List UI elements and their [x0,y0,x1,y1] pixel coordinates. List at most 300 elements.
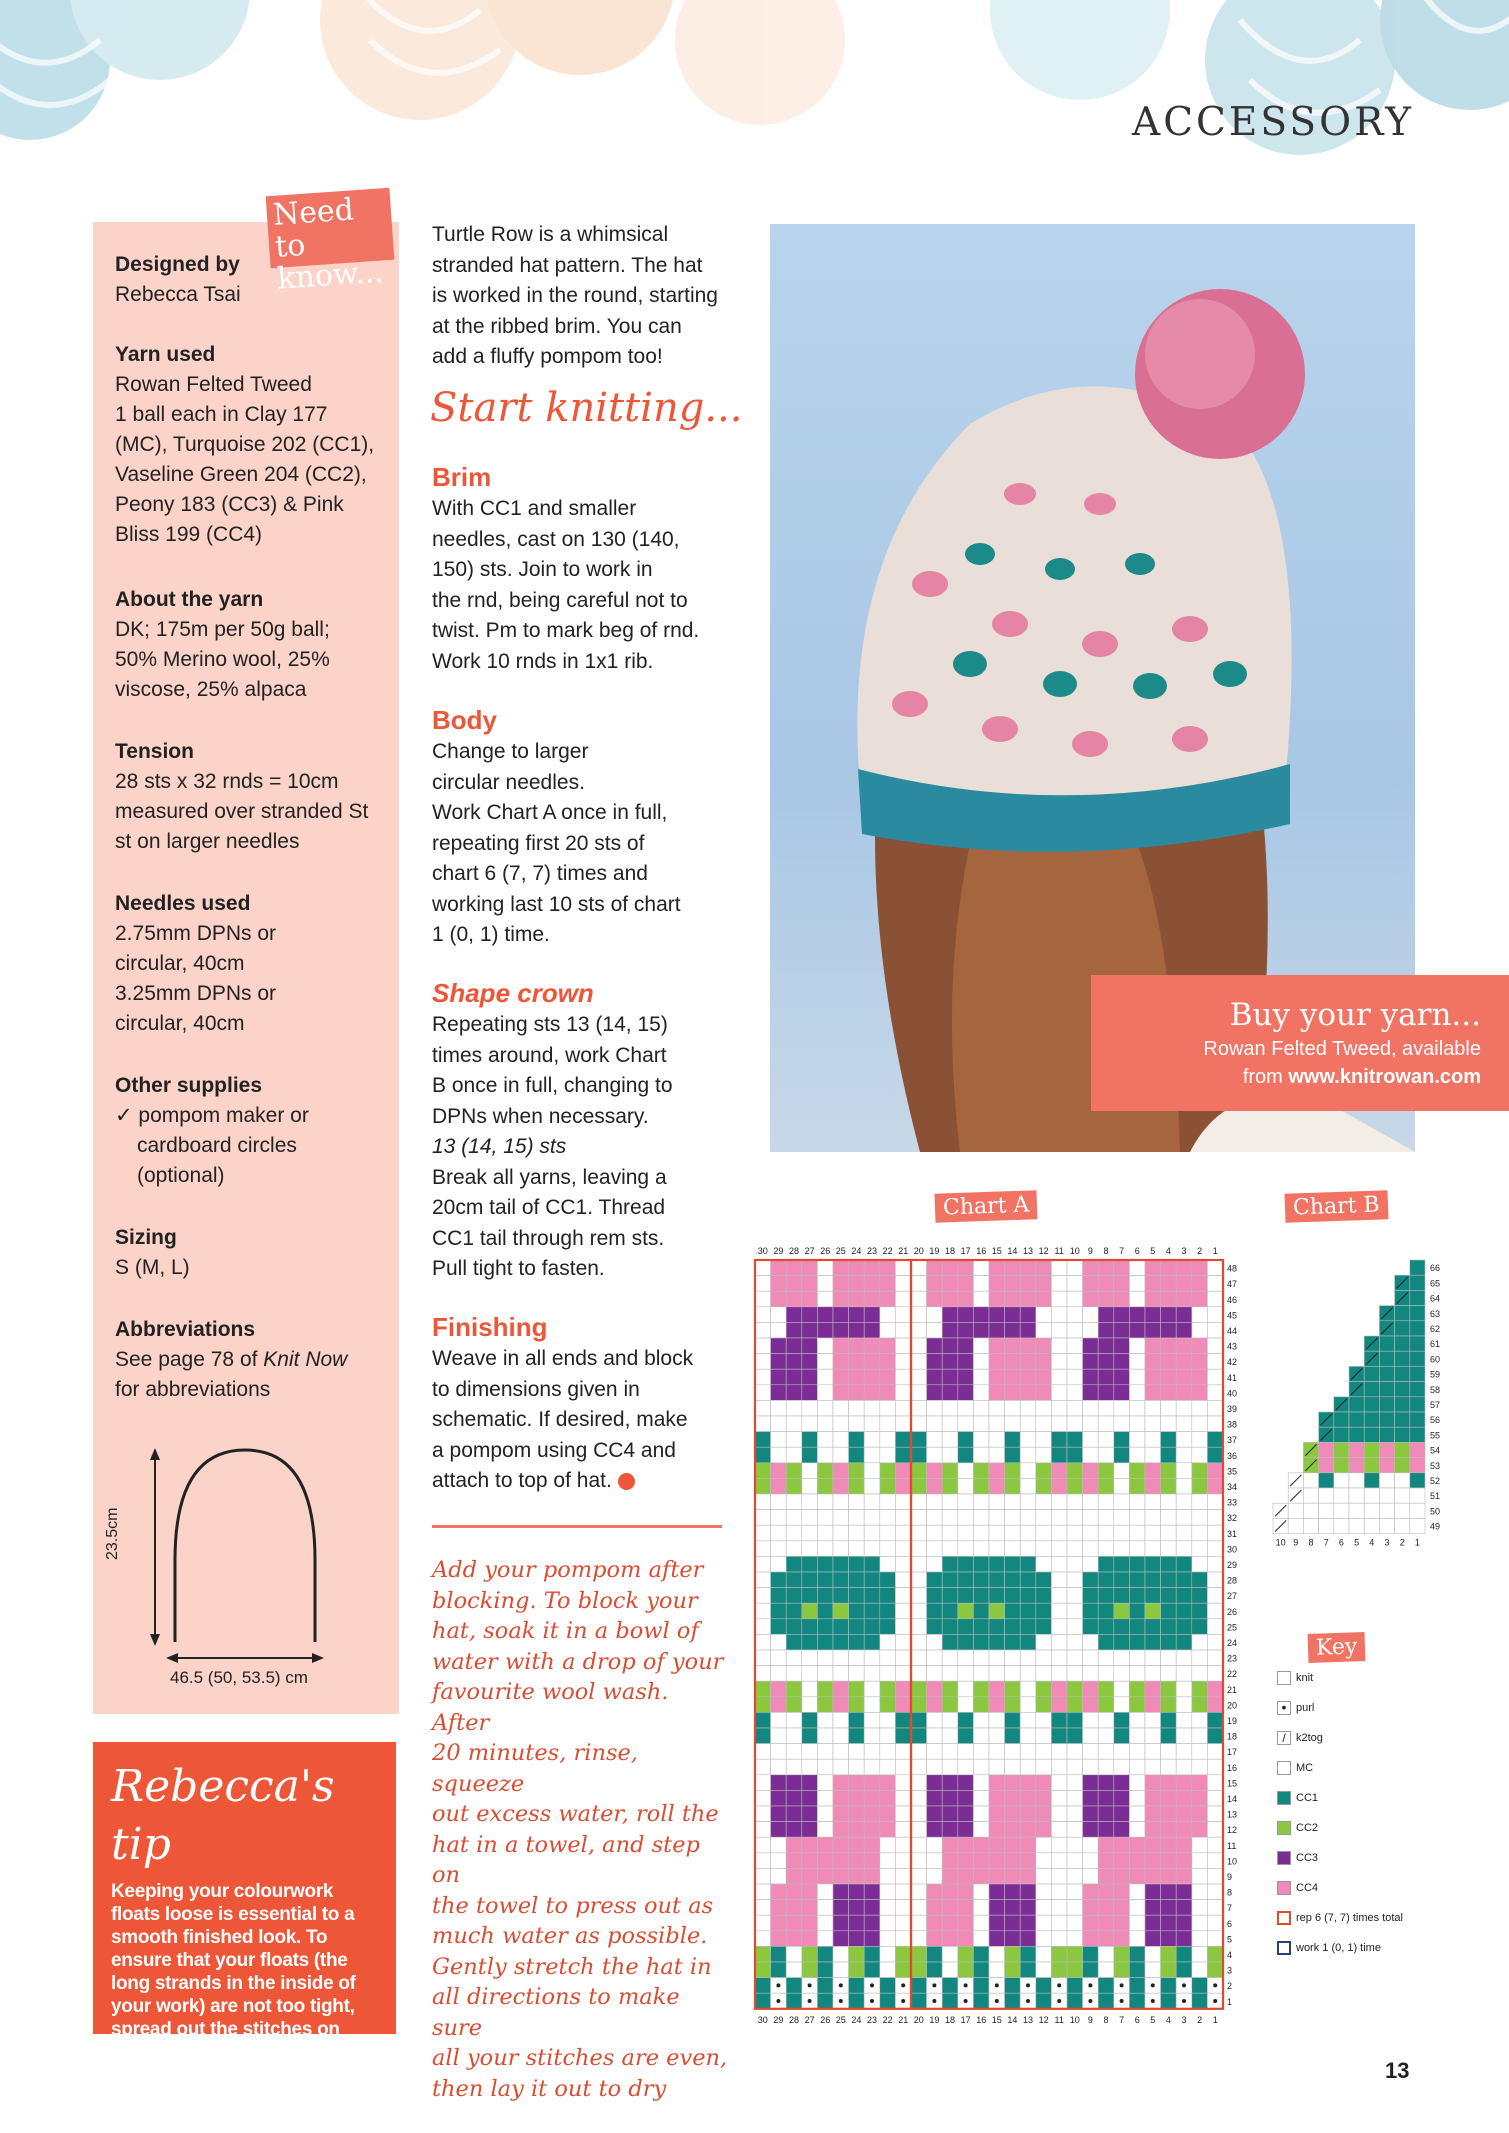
chart-a-cell [1020,1307,1036,1323]
crown-line: Break all yarns, leaving a [432,1165,667,1189]
chart-a-cell [786,1806,802,1822]
chart-a-cell [942,1510,958,1526]
chart-a-cell [755,1712,771,1728]
chart-a-cell [1098,1400,1114,1416]
chart-a-cell [833,1432,849,1448]
chart-a-cell [802,1291,818,1307]
chart-a-cell [1098,1697,1114,1713]
buy-yarn-link[interactable]: www.knitrowan.com [1288,1066,1481,1088]
chart-a-cell [1129,1369,1145,1385]
chart-a-cell [1098,1510,1114,1526]
chart-a-cell [802,1525,818,1541]
chart-a-cell [895,1603,911,1619]
chart-a-cell [755,1775,771,1791]
chart-a-cell [1114,1572,1130,1588]
chart-a-cell [1145,1790,1161,1806]
chart-a-cell [973,1634,989,1650]
chart-a-cell [1036,1759,1052,1775]
chart-a-cell [1067,1276,1083,1292]
chart-a-cell [1192,1900,1208,1916]
chart-a-row-number: 19 [1227,1716,1238,1726]
intro-line: stranded hat pattern. The hat [432,253,703,277]
chart-a-cell [755,1900,771,1916]
chart-a-cell [1020,1806,1036,1822]
chart-a-cell [1020,1697,1036,1713]
key-item [1277,1910,1403,1930]
chart-a-cell [1083,1853,1099,1869]
crown-line: DPNs when necessary. [432,1104,649,1128]
chart-a-cell [833,1681,849,1697]
chart-a-cell [1207,1712,1223,1728]
chart-a-cell [755,1806,771,1822]
chart-a-cell [833,1822,849,1838]
chart-a-cell [1145,1463,1161,1479]
chart-a-cell [755,1666,771,1682]
chart-a-cell [833,1837,849,1853]
chart-a-cell [958,1822,974,1838]
chart-a-cell [1083,1619,1099,1635]
body-line: chart 6 (7, 7) times and [432,862,648,885]
chart-a-cell [1161,1354,1177,1370]
chart-a-cell [911,1260,927,1276]
chart-a-cell [989,1260,1005,1276]
chart-a-cell [1129,1915,1145,1931]
chart-a-cell [849,1260,865,1276]
chart-a-cell [973,1650,989,1666]
chart-a-cell [1036,1728,1052,1744]
note-line: water with a drop of your [432,1648,724,1675]
chart-a-cell [927,1432,943,1448]
chart-a-col-number-top: 24 [851,1246,862,1256]
chart-a-cell [1098,1666,1114,1682]
chart-a-cell [1051,1385,1067,1401]
chart-a-cell [1083,1276,1099,1292]
chart-a-cell [817,1463,833,1479]
body-line: working last 10 sts of chart [432,892,681,916]
chart-a-cell [1207,1790,1223,1806]
chart-a-row-number: 30 [1227,1544,1238,1555]
chart-a-cell [1005,1369,1021,1385]
chart-a-cell [880,1775,896,1791]
chart-a-cell [1098,1884,1114,1900]
chart-a-cell [911,1775,927,1791]
chart-a-cell [786,1822,802,1838]
chart-a-cell [1020,1541,1036,1557]
chart-b-cell [1364,1458,1379,1473]
chart-a-cell [989,1432,1005,1448]
chart-b-cell [1349,1442,1364,1457]
chart-a-cell [973,1884,989,1900]
chart-a-cell [1129,1634,1145,1650]
chart-a-cell [880,1759,896,1775]
chart-a-cell [1176,1541,1192,1557]
chart-a-cell [911,1447,927,1463]
chart-a-cell [833,1416,849,1432]
chart-a-cell [849,1276,865,1292]
chart-b-cell [1349,1412,1364,1427]
chart-a-cell [1098,1681,1114,1697]
chart-a-cell [849,1790,865,1806]
chart-a-cell [1161,1759,1177,1775]
chart-a-cell [1020,1354,1036,1370]
chart-a-cell [1083,1868,1099,1884]
chart-a-cell [1036,1432,1052,1448]
chart-a-cell [817,1385,833,1401]
purl-stitch-dot [995,1999,999,2003]
chart-a-cell [849,1541,865,1557]
chart-a-col-number-top: 26 [820,1246,831,1256]
about-yarn-line: 50% Merino wool, 25% [115,648,330,671]
chart-a-cell [1067,1385,1083,1401]
chart-a-cell [911,1588,927,1604]
chart-a-cell [817,1744,833,1760]
chart-b-cell [1364,1397,1379,1412]
chart-a-cell [973,1853,989,1869]
chart-a-row-number: 38 [1227,1419,1238,1430]
chart-a-cell [958,1744,974,1760]
chart-a-cell [833,1588,849,1604]
chart-b-cell [1395,1518,1410,1533]
chart-a-cell [1129,1759,1145,1775]
chart-a-cell [817,1416,833,1432]
purl-stitch-dot [808,1983,812,1987]
chart-a-cell [927,1400,943,1416]
purl-stitch-dot [776,1999,780,2003]
chart-a-cell [973,1837,989,1853]
chart-a-cell [1192,1681,1208,1697]
chart-a-cell [927,1447,943,1463]
chart-a-cell [1207,1728,1223,1744]
chart-a-cell [1176,1338,1192,1354]
needles-line: circular, 40cm [115,1012,245,1035]
chart-a-cell [880,1650,896,1666]
chart-a-cell [1129,1478,1145,1494]
chart-a-cell [1176,1447,1192,1463]
chart-a-cell [942,1432,958,1448]
chart-a-cell [802,1588,818,1604]
chart-a-cell [1036,1572,1052,1588]
purl-stitch-dot [1151,1983,1155,1987]
chart-a-cell [1192,1603,1208,1619]
chart-a-cell [911,1400,927,1416]
chart-a-cell [817,1619,833,1635]
chart-a-cell [833,1510,849,1526]
chart-a-cell [1129,1868,1145,1884]
chart-a-cell [958,1494,974,1510]
chart-a-cell [973,1354,989,1370]
chart-a-cell [1098,1447,1114,1463]
chart-a-cell [1083,1307,1099,1323]
chart-b-cell [1410,1397,1425,1412]
chart-a-cell [802,1478,818,1494]
chart-a-cell [1114,1525,1130,1541]
chart-a-cell [1098,1650,1114,1666]
chart-a-cell [802,1432,818,1448]
chart-a-cell [911,1946,927,1962]
chart-a-cell [1145,1853,1161,1869]
finishing-heading: Finishing [432,1312,548,1342]
chart-a-cell [989,1822,1005,1838]
chart-a-cell [817,1338,833,1354]
chart-a-cell [1067,1556,1083,1572]
chart-a-cell [755,1432,771,1448]
chart-a-cell [817,1260,833,1276]
chart-a-row-number: 4 [1227,1950,1233,1960]
chart-a-cell [1114,1962,1130,1978]
chart-a-cell [1083,1369,1099,1385]
chart-a-cell [942,1588,958,1604]
chart-a-cell [786,1556,802,1572]
chart-a-cell [849,1432,865,1448]
chart-a-cell [817,1478,833,1494]
chart-a-cell [849,1946,865,1962]
chart-a-cell [1067,1338,1083,1354]
chart-a-row-number: 24 [1227,1638,1238,1648]
chart-a-cell [1207,1447,1223,1463]
chart-a-cell [1207,1697,1223,1713]
chart-a-cell [771,1650,787,1666]
chart-a-cell [1005,1993,1021,2009]
chart-a-cell [1051,1432,1067,1448]
chart-a-cell [1176,1806,1192,1822]
chart-a-row-number: 46 [1227,1294,1238,1305]
chart-a-row-number: 32 [1227,1513,1238,1524]
chart-a-cell [1098,1775,1114,1791]
chart-a-cell [911,1416,927,1432]
chart-a-cell [1114,1634,1130,1650]
chart-a-cell [755,1400,771,1416]
chart-a-cell [1098,1837,1114,1853]
chart-a-cell [1020,1510,1036,1526]
chart-a-cell [1176,1712,1192,1728]
chart-a-cell [1145,1369,1161,1385]
chart-a-cell [1161,1884,1177,1900]
chart-a-cell [1067,1681,1083,1697]
chart-a-cell [1051,1853,1067,1869]
chart-a-cell [1067,1759,1083,1775]
chart-a-cell [1161,1650,1177,1666]
chart-a-cell [849,1588,865,1604]
chart-a-col-number-bottom: 7 [1119,2014,1125,2025]
chart-a-cell [771,1400,787,1416]
chart-a-cell [1083,1525,1099,1541]
chart-a-cell [895,1868,911,1884]
chart-a-cell [849,1978,865,1994]
chart-b-cell [1319,1488,1334,1503]
chart-a-cell [1083,1634,1099,1650]
chart-a-cell [802,1962,818,1978]
chart-a-cell [1083,1915,1099,1931]
note-line: Add your pompom after [432,1557,704,1583]
chart-a-cell [1005,1463,1021,1479]
abbrev-italic: Knit Now [263,1348,348,1371]
designed-by-heading: Designed by [115,253,240,276]
chart-a-cell [1067,1962,1083,1978]
chart-a-cell [880,1619,896,1635]
chart-b-row-number: 54 [1430,1445,1441,1456]
chart-a-cell [927,1619,943,1635]
chart-a-cell [771,1946,787,1962]
chart-a-cell [1176,1291,1192,1307]
key-item [1277,1700,1314,1720]
chart-a-cell [1192,1354,1208,1370]
chart-a-cell [989,1868,1005,1884]
chart-a-cell [1192,1868,1208,1884]
chart-a-cell [864,1868,880,1884]
chart-b-col-number: 6 [1338,1537,1344,1548]
chart-a-cell [1036,1385,1052,1401]
chart-a-cell [1161,1915,1177,1931]
buy-yarn-pre: from [1242,1066,1289,1088]
chart-a-cell [1036,1291,1052,1307]
chart-a-cell [1192,1556,1208,1572]
chart-a-cell [880,1276,896,1292]
chart-a-cell [1129,1822,1145,1838]
chart-a-cell [1098,1603,1114,1619]
chart-a-cell [927,1634,943,1650]
chart-a-cell [1161,1291,1177,1307]
chart-a-cell [1207,1900,1223,1916]
chart-a-cell [771,1619,787,1635]
chart-a-cell [802,1572,818,1588]
chart-a-cell [1036,1712,1052,1728]
yarn-line: (MC), Turquoise 202 (CC1), [115,433,375,456]
chart-a-cell [1145,1603,1161,1619]
schematic-height-label: 23.5cm [104,1507,121,1560]
chart-a-row-number: 35 [1227,1466,1238,1477]
chart-a-cell [1067,1634,1083,1650]
chart-b-col-number: 8 [1308,1537,1314,1548]
chart-a-cell [1083,1385,1099,1401]
chart-a-cell [1020,1385,1036,1401]
chart-a-cell [942,1572,958,1588]
chart-b-cell [1395,1458,1410,1473]
chart-a-cell [1161,1276,1177,1292]
chart-a-cell [1145,1322,1161,1338]
chart-a-row-number: 41 [1227,1372,1238,1383]
chart-b-cell [1364,1427,1379,1442]
chart-a-cell [817,1853,833,1869]
chart-a-cell [1129,1744,1145,1760]
chart-b-cell [1395,1382,1410,1397]
chart-a-cell [942,1354,958,1370]
purl-stitch-dot [1088,1983,1092,1987]
chart-a-col-number-top: 19 [929,1246,940,1256]
chart-a-cell [927,1712,943,1728]
chart-a-cell [833,1478,849,1494]
chart-a-cell [1161,1744,1177,1760]
chart-a-cell [802,1712,818,1728]
chart-a-cell [1145,1915,1161,1931]
finishing-line: Weave in all ends and block [432,1347,694,1370]
chart-a-cell [911,1510,927,1526]
need-to-know-badge: Need to know... [266,188,395,268]
chart-a-row-number: 20 [1227,1700,1238,1711]
chart-a-cell [1083,1572,1099,1588]
chart-a-cell [1192,1385,1208,1401]
chart-a-cell [1036,1900,1052,1916]
chart-a-cell [1207,1681,1223,1697]
chart-a-cell [958,1385,974,1401]
key-item [1277,1820,1318,1840]
chart-a-cell [1161,1946,1177,1962]
chart-a-cell [958,1338,974,1354]
chart-a-cell [817,1634,833,1650]
chart-a-col-number-top: 17 [960,1246,971,1256]
chart-a-cell [1098,1853,1114,1869]
chart-a-cell [817,1900,833,1916]
chart-a-cell [817,1494,833,1510]
chart-a-cell [880,1962,896,1978]
chart-a-cell [1161,1416,1177,1432]
chart-a-cell [1114,1463,1130,1479]
chart-a-cell [1176,1322,1192,1338]
chart-a-cell [1051,1322,1067,1338]
chart-a-cell [786,1650,802,1666]
chart-a-cell [1129,1884,1145,1900]
chart-a-cell [1114,1322,1130,1338]
chart-a-cell [1192,1432,1208,1448]
chart-a-cell [817,1650,833,1666]
chart-a-cell [802,1603,818,1619]
chart-a-cell [973,1759,989,1775]
shape-crown-heading: Shape crown [432,978,594,1008]
chart-a-cell [817,1354,833,1370]
key-item-label: work 1 (0, 1) time [1296,1942,1381,1954]
chart-a-cell [1005,1759,1021,1775]
chart-a-cell [1145,1697,1161,1713]
chart-a-cell [942,1307,958,1323]
chart-a-cell [786,1915,802,1931]
chart-a-col-number-bottom: 13 [1022,2014,1034,2025]
chart-a-cell [1114,1790,1130,1806]
chart-a-cell [1129,1603,1145,1619]
chart-a-cell [1207,1650,1223,1666]
chart-a-cell [833,1603,849,1619]
chart-a-cell [1005,1494,1021,1510]
chart-a-cell [911,1681,927,1697]
chart-a-cell [771,1525,787,1541]
chart-a-col-number-bottom: 27 [804,2014,815,2025]
yarn-line: 1 ball each in Clay 177 [115,403,328,426]
chart-a-cell [1129,1697,1145,1713]
chart-a-cell [1036,1463,1052,1479]
chart-b-cell [1410,1503,1425,1518]
chart-a-cell [1192,1572,1208,1588]
chart-a-cell [817,1666,833,1682]
chart-a-cell [1176,1666,1192,1682]
chart-a-cell [1161,1322,1177,1338]
chart-a-col-number-top: 15 [991,1246,1002,1256]
chart-a-cell [1067,1447,1083,1463]
chart-a-label: Chart A [935,1190,1038,1223]
chart-a-cell [1020,1478,1036,1494]
chart-a-cell [1192,1744,1208,1760]
chart-a-cell [833,1650,849,1666]
chart-a-cell [1098,1463,1114,1479]
chart-a-cell [833,1369,849,1385]
chart-a-cell [802,1759,818,1775]
chart-a-cell [771,1712,787,1728]
chart-a-cell [989,1712,1005,1728]
chart-a-cell [755,1697,771,1713]
chart-a-cell [802,1556,818,1572]
chart-a-cell [880,1541,896,1557]
chart-a-cell [880,1354,896,1370]
crown-stitch-count: 13 (14, 15) sts [432,1135,567,1158]
chart-a-cell [1051,1900,1067,1916]
chart-b-col-number: 1 [1414,1537,1420,1548]
